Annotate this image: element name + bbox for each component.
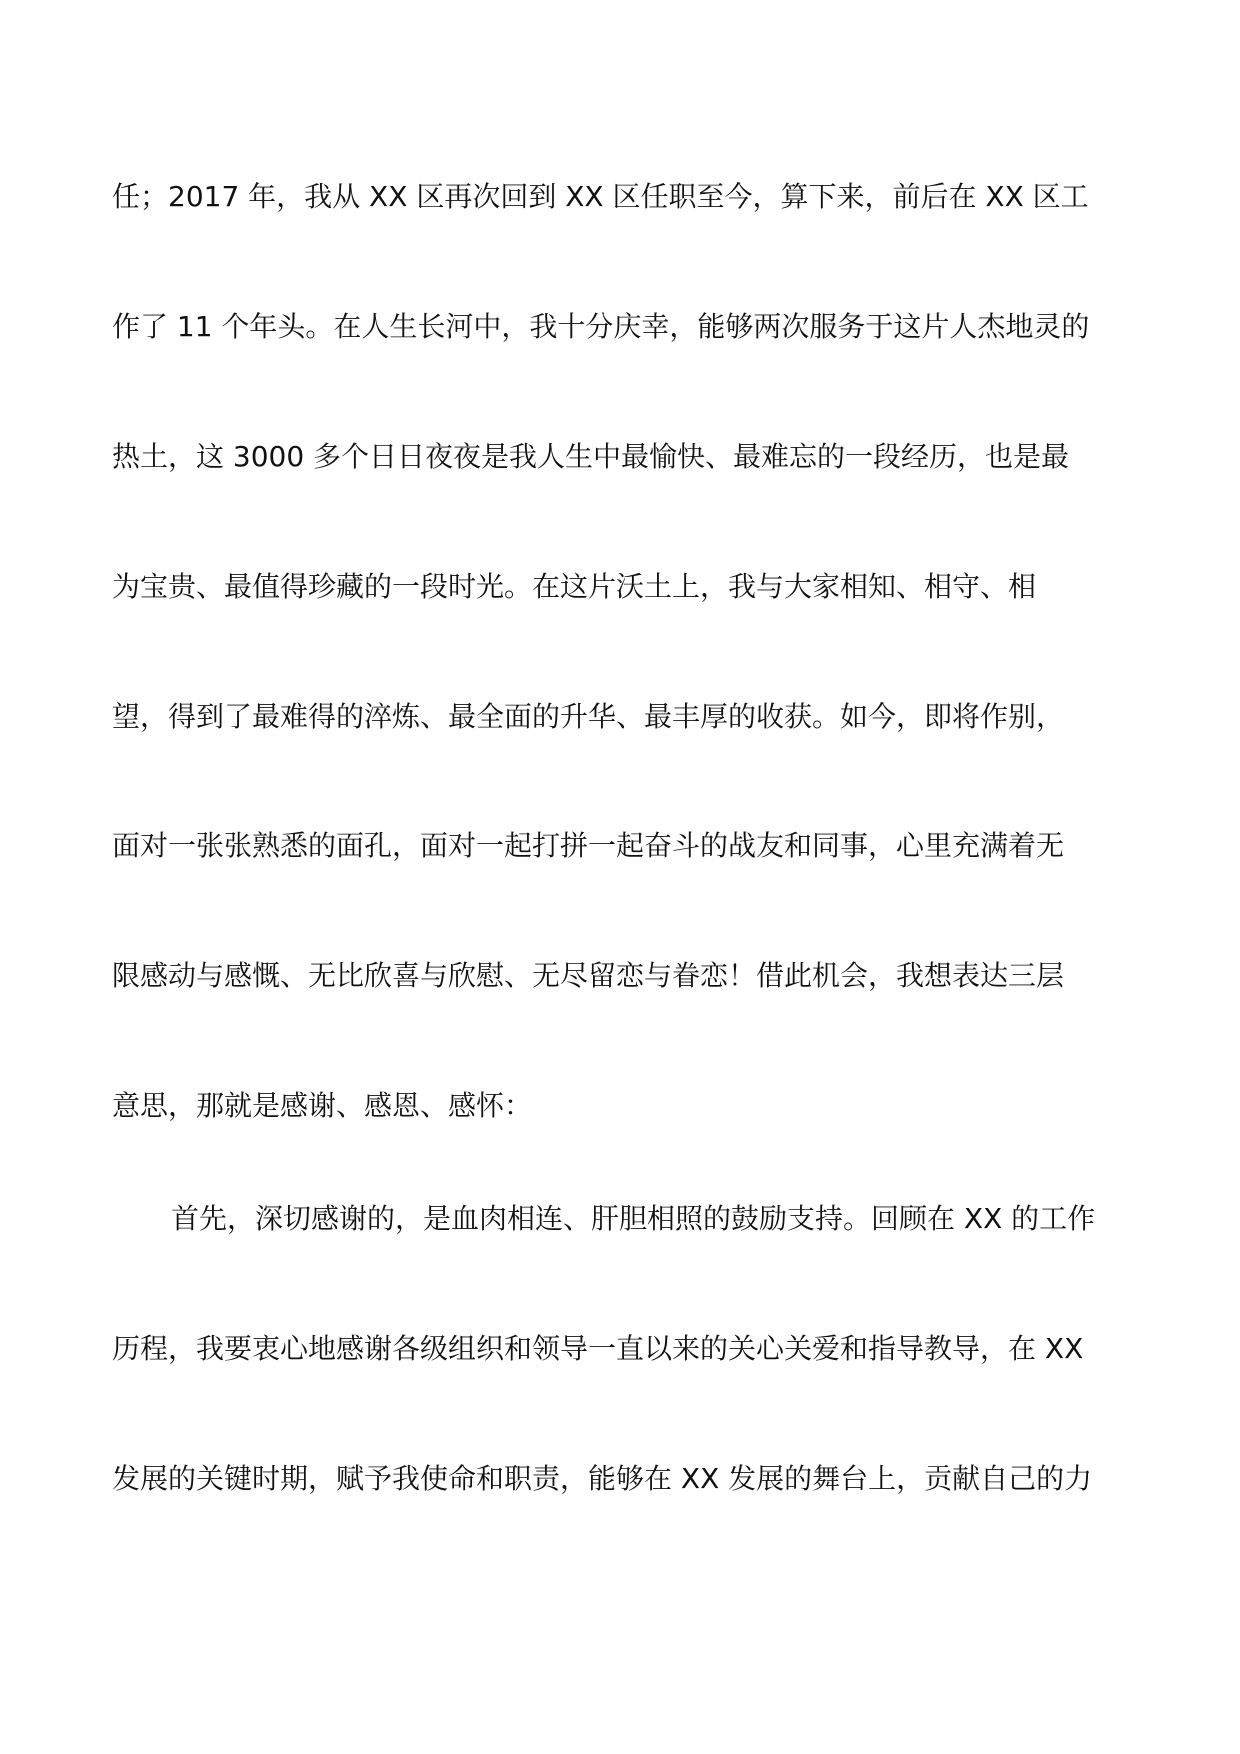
paragraph-line: 望，得到了最难得的淬炼、最全面的升华、最丰厚的收获。如今，即将作别， — [112, 700, 1065, 733]
paragraph-line: 历程，我要衷心地感谢各级组织和领导一直以来的关心关爱和指导教导，在 XX — [112, 1332, 1084, 1365]
paragraph-line: 任；2017 年，我从 XX 区再次回到 XX 区任职至今，算下来，前后在 XX 区工 — [112, 180, 1089, 213]
paragraph-line: 发展的关键时期，赋予我使命和职责，能够在 XX 发展的舞台上，贡献自己的力 — [112, 1462, 1093, 1495]
paragraph-line: 限感动与感慨、无比欣喜与欣慰、无尽留恋与眷恋！借此机会，我想表达三层 — [112, 959, 1065, 992]
paragraph-line: 热土，这 3000 多个日日夜夜是我人生中最愉快、最难忘的一段经历，也是最 — [112, 440, 1070, 473]
paragraph-line: 为宝贵、最值得珍藏的一段时光。在这片沃土上，我与大家相知、相守、相 — [112, 570, 1037, 603]
paragraph-line: 意思，那就是感谢、感恩、感怀： — [112, 1089, 533, 1122]
paragraph-line: 作了 11 个年头。在人生长河中，我十分庆幸，能够两次服务于这片人杰地灵的 — [112, 310, 1090, 343]
paragraph-first-line: 首先，深切感谢的，是血肉相连、肝胆相照的鼓励支持。回顾在 XX 的工作 — [171, 1202, 1096, 1235]
paragraph-line: 面对一张张熟悉的面孔，面对一起打拼一起奋斗的战友和同事，心里充满着无 — [112, 829, 1065, 862]
